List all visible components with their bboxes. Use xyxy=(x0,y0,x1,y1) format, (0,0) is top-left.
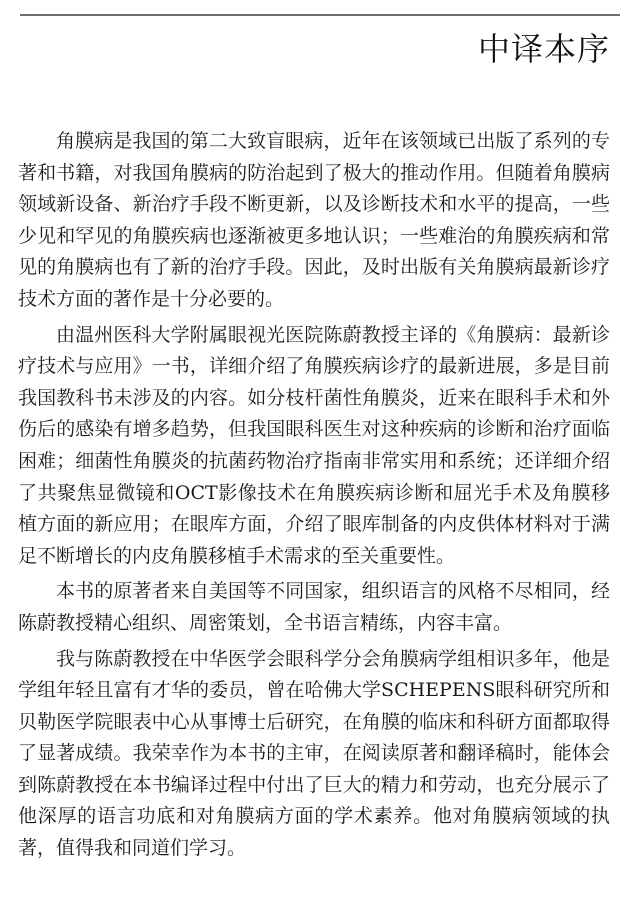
paragraph-1: 角膜病是我国的第二大致盲眼病，近年在该领域已出版了系列的专著和书籍，对我国角膜病的防治起到了极大的推动作用。但随着角膜病领域新设备、新治疗手段不断更新，以及诊断技术和水平的提高，一些少见和罕见的角膜疾病也逐渐被更多地认识；一些难治的角膜疾病和常见的角膜病也有了新的治疗手段。因此，及时出版有关角膜病最新诊疗技术方面的著作是十分必要的。 xyxy=(18,130,610,310)
top-rule xyxy=(20,14,620,16)
paragraph-2: 由温州医科大学附属眼视光医院陈蔚教授主译的《角膜病：最新诊疗技术与应用》一书，详细介绍了角膜疾病诊疗的最新进展，多是目前我国教科书未涉及的内容。如分枝杆菌性角膜炎，近来在眼科手术和外伤后的感染有增多趋势，但我国眼科医生对这种疾病的诊断和治疗面临困难；细菌性角膜炎的抗菌药物治疗指南非常实用和系统；还详细介绍了共聚焦显微镜和OCT影像技术在角膜疾病诊断和屈光手术及角膜移植方面的新应用；在眼库方面，介绍了眼库制备的内皮供体材料对于满足不断增长的内皮角膜移植手术需求的至关重要性。 xyxy=(18,323,610,567)
paragraph-4: 我与陈蔚教授在中华医学会眼科学分会角膜病学组相识多年，他是学组年轻且富有才华的委员，曾在哈佛大学SCHEPENS眼科研究所和贝勒医学院眼表中心从事博士后研究，在角膜的临床和科研方面都取得了显著成绩。我荣幸作为本书的主审，在阅读原著和翻译稿时，能体会到陈蔚教授在本书编译过程中付出了巨大的精力和劳动，也充分展示了他深厚的语言功底和对角膜病方面的学术素养。他对角膜病领域的执著，值得我和同道们学习。 xyxy=(18,647,610,860)
page-title: 中译本序 xyxy=(477,30,610,68)
body-text xyxy=(18,126,610,869)
paragraph-3: 本书的原著者来自美国等不同国家，组织语言的风格不尽相同，经陈蔚教授精心组织、周密策划，全书语言精练，内容丰富。 xyxy=(18,580,610,634)
